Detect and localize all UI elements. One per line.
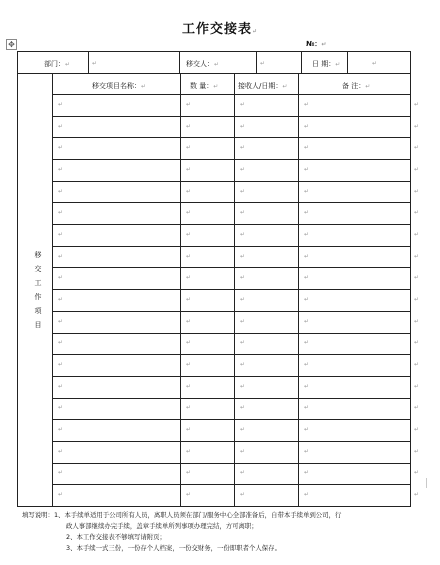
row-end-mark: ↵ (414, 404, 420, 411)
page-title: 工作交接表↵ (181, 22, 259, 37)
row-end-mark: ↵ (414, 274, 420, 281)
table-cell[interactable]: ↵ (240, 339, 246, 346)
instructions-line: 填写说明：1、本手续单适用于公司所有人员，离职人员须在部门/服务中心全部准备后，自带本手续单到公司，行 (22, 511, 342, 519)
table-rule (52, 484, 410, 485)
table-cell[interactable]: ↵ (58, 144, 64, 151)
margin-guide (426, 478, 427, 488)
row-end-mark: ↵ (414, 166, 420, 173)
date-value-field[interactable]: ↵ (372, 60, 378, 67)
table-cell[interactable]: ↵ (304, 209, 310, 216)
table-cell[interactable]: ↵ (304, 361, 310, 368)
dept-value-field[interactable]: ↵ (92, 60, 98, 67)
table-cell[interactable]: ↵ (240, 144, 246, 151)
side-label-char: 工 (34, 279, 42, 287)
table-cell[interactable]: ↵ (304, 123, 310, 130)
instructions-block (22, 510, 432, 554)
table-rule (52, 267, 410, 268)
row-end-mark: ↵ (414, 426, 420, 433)
table-cell[interactable]: ↵ (240, 361, 246, 368)
table-rule (17, 73, 410, 74)
table-rule (52, 116, 410, 117)
table-rule (52, 159, 410, 160)
table-cell[interactable]: ↵ (58, 361, 64, 368)
instructions-line: 政人事部继续办完手续，盖章手续单所列事项办理完结，方可离职； (66, 522, 258, 530)
table-cell[interactable]: ↵ (58, 253, 64, 260)
table-rule (52, 311, 410, 312)
date-label: 日 期：↵ (312, 60, 341, 68)
table-cell[interactable]: ↵ (304, 491, 310, 498)
table-cell[interactable]: ↵ (240, 426, 246, 433)
table-cell[interactable]: ↵ (240, 448, 246, 455)
side-label-char: 项 (34, 307, 42, 315)
row-end-mark: ↵ (414, 188, 420, 195)
table-cell[interactable]: ↵ (240, 188, 246, 195)
table-cell[interactable]: ↵ (240, 123, 246, 130)
table-cell[interactable]: ↵ (186, 231, 192, 238)
table-rule (52, 246, 410, 247)
handover-person-value-field[interactable]: ↵ (260, 60, 266, 67)
table-rule (52, 463, 410, 464)
table-rule (179, 51, 180, 73)
table-cell[interactable]: ↵ (240, 491, 246, 498)
table-rule (52, 94, 410, 95)
table-cell[interactable]: ↵ (186, 339, 192, 346)
table-cell[interactable]: ↵ (240, 101, 246, 108)
column-header-remarks: 备 注：↵ (342, 82, 371, 90)
column-header-item-name: 移交项目名称：↵ (92, 82, 147, 90)
table-cell[interactable]: ↵ (240, 274, 246, 281)
table-cell[interactable]: ↵ (304, 166, 310, 173)
table-rule (52, 333, 410, 334)
table-rule (52, 137, 410, 138)
table-rule (52, 202, 410, 203)
table-cell[interactable]: ↵ (304, 339, 310, 346)
table-cell[interactable]: ↵ (304, 448, 310, 455)
table-border (410, 51, 411, 506)
table-cell[interactable]: ↵ (240, 231, 246, 238)
row-end-mark: ↵ (414, 123, 420, 130)
table-rule (347, 51, 348, 73)
table-cell[interactable]: ↵ (304, 426, 310, 433)
table-cell[interactable]: ↵ (186, 123, 192, 130)
table-rule (52, 441, 410, 442)
table-cell[interactable]: ↵ (186, 318, 192, 325)
table-cell[interactable]: ↵ (240, 383, 246, 390)
row-end-mark: ↵ (414, 383, 420, 390)
table-cell[interactable]: ↵ (58, 404, 64, 411)
table-cell[interactable]: ↵ (186, 296, 192, 303)
table-cell[interactable]: ↵ (240, 253, 246, 260)
table-rule (256, 51, 257, 73)
table-cell[interactable]: ↵ (304, 404, 310, 411)
table-cell[interactable]: ↵ (304, 469, 310, 476)
row-end-mark: ↵ (414, 253, 420, 260)
table-cell[interactable]: ↵ (58, 296, 64, 303)
table-rule (52, 354, 410, 355)
row-end-mark: ↵ (414, 448, 420, 455)
table-rule (52, 376, 410, 377)
table-rule (52, 181, 410, 182)
table-cell[interactable]: ↵ (304, 296, 310, 303)
table-cell[interactable]: ↵ (186, 426, 192, 433)
table-rule (52, 419, 410, 420)
table-cell[interactable]: ↵ (186, 448, 192, 455)
column-header-receiver-date: 接收人/日期：↵ (238, 82, 288, 90)
table-cell[interactable]: ↵ (186, 188, 192, 195)
table-cell[interactable]: ↵ (304, 188, 310, 195)
table-border (17, 506, 411, 507)
row-end-mark: ↵ (414, 101, 420, 108)
side-label-char: 移 (34, 251, 42, 259)
row-end-mark: ↵ (414, 361, 420, 368)
table-rule (52, 398, 410, 399)
row-end-mark: ↵ (414, 318, 420, 325)
table-cell[interactable]: ↵ (58, 469, 64, 476)
table-rule (301, 51, 302, 73)
table-cell[interactable]: ↵ (304, 231, 310, 238)
table-cell[interactable]: ↵ (58, 188, 64, 195)
table-cell[interactable]: ↵ (58, 318, 64, 325)
table-cell[interactable]: ↵ (186, 144, 192, 151)
table-move-handle-icon[interactable]: ✥ (6, 39, 17, 50)
table-cell[interactable]: ↵ (304, 383, 310, 390)
table-cell[interactable]: ↵ (240, 209, 246, 216)
row-end-mark: ↵ (414, 296, 420, 303)
table-cell[interactable]: ↵ (304, 274, 310, 281)
table-cell[interactable]: ↵ (304, 144, 310, 151)
side-label-char: 目 (34, 321, 42, 329)
table-rule (52, 224, 410, 225)
table-cell[interactable]: ↵ (186, 253, 192, 260)
handover-person-label: 移交人：↵ (186, 60, 220, 68)
table-rule (52, 289, 410, 290)
table-cell[interactable]: ↵ (186, 469, 192, 476)
row-end-mark: ↵ (414, 339, 420, 346)
row-end-mark: ↵ (414, 491, 420, 498)
table-cell[interactable]: ↵ (186, 491, 192, 498)
table-cell[interactable]: ↵ (58, 209, 64, 216)
table-cell[interactable]: ↵ (186, 404, 192, 411)
table-cell[interactable]: ↵ (240, 166, 246, 173)
table-cell[interactable]: ↵ (58, 448, 64, 455)
table-cell[interactable]: ↵ (58, 491, 64, 498)
table-cell[interactable]: ↵ (240, 318, 246, 325)
row-end-mark: ↵ (414, 144, 420, 151)
table-cell[interactable]: ↵ (240, 469, 246, 476)
side-label-char: 作 (34, 293, 42, 301)
row-end-mark: ↵ (414, 469, 420, 476)
table-cell[interactable]: ↵ (186, 209, 192, 216)
table-cell[interactable]: ↵ (58, 231, 64, 238)
table-cell[interactable]: ↵ (186, 101, 192, 108)
table-cell[interactable]: ↵ (58, 274, 64, 281)
table-cell[interactable]: ↵ (304, 253, 310, 260)
instructions-line: 2、本工作交接表不够填写请附页； (66, 533, 166, 541)
table-cell[interactable]: ↵ (186, 361, 192, 368)
table-cell[interactable]: ↵ (58, 123, 64, 130)
row-end-mark: ↵ (414, 231, 420, 238)
column-header-quantity: 数 量：↵ (190, 82, 219, 90)
table-cell[interactable]: ↵ (240, 404, 246, 411)
table-cell[interactable]: ↵ (58, 426, 64, 433)
table-cell[interactable]: ↵ (58, 101, 64, 108)
side-label-char: 交 (34, 265, 42, 273)
table-cell[interactable]: ↵ (186, 274, 192, 281)
table-cell[interactable]: ↵ (58, 383, 64, 390)
table-border (17, 51, 18, 506)
table-cell[interactable]: ↵ (304, 101, 310, 108)
table-cell[interactable]: ↵ (58, 166, 64, 173)
table-cell[interactable]: ↵ (186, 383, 192, 390)
table-border (17, 51, 410, 52)
table-cell[interactable]: ↵ (58, 339, 64, 346)
row-end-mark: ↵ (414, 209, 420, 216)
table-cell[interactable]: ↵ (240, 296, 246, 303)
table-rule (88, 51, 89, 73)
table-cell[interactable]: ↵ (186, 166, 192, 173)
dept-label: 部门：↵ (44, 60, 71, 68)
table-cell[interactable]: ↵ (304, 318, 310, 325)
form-number-label: №：↵ (306, 40, 327, 48)
instructions-line: 3、本手续一式三份，一份存个人档案，一份交财务，一份即职者个人保存。 (66, 544, 281, 552)
